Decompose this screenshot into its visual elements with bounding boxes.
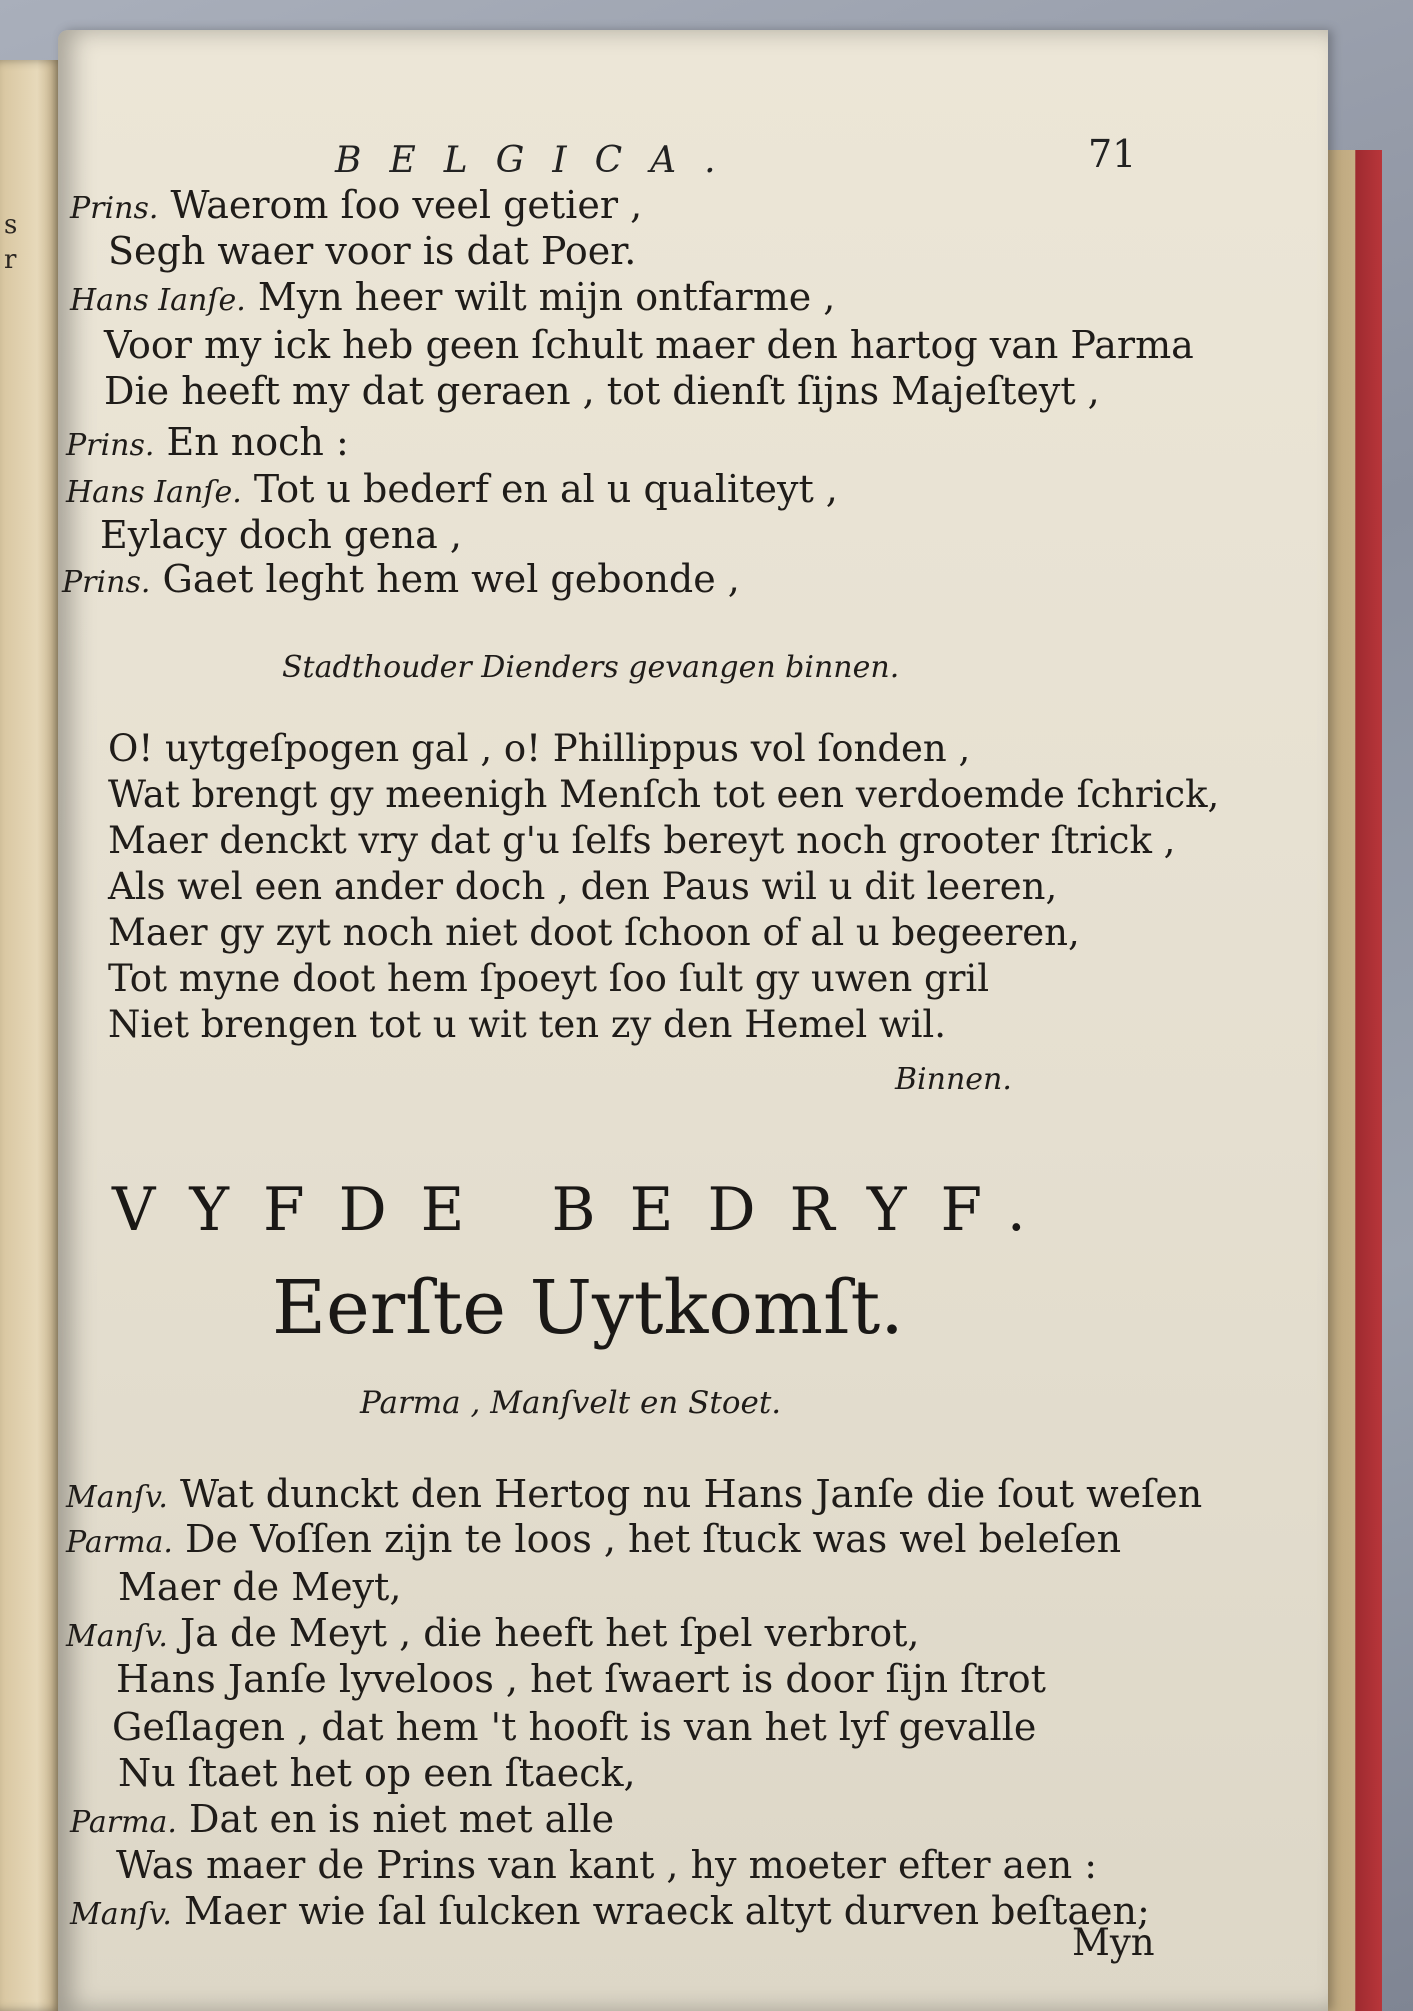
line-text: Voor my ick heb geen ſchult maer den hartog van Parma <box>104 323 1194 367</box>
line-text: Ja de Meyt , die heeft het ſpel verbrot, <box>180 1611 920 1655</box>
speaker-label: Hans Ianſe. <box>70 283 246 318</box>
speaker-label: Hans Ianſe. <box>66 475 242 510</box>
dialogue-line <box>108 229 637 273</box>
dialogue-line <box>66 1517 1122 1561</box>
line-text: Waerom ſoo veel getier , <box>170 183 643 227</box>
line-text: Gaet leght hem wel gebonde , <box>162 557 740 601</box>
dialogue-line <box>116 1657 1046 1701</box>
line-text: En noch : <box>166 420 349 464</box>
speaker-label: Prins. <box>70 191 159 226</box>
facing-page-edge <box>0 60 62 2011</box>
speaker-label: Prins. <box>66 428 155 463</box>
line-text: Was maer de Prins van kant , hy moeter efter aen : <box>116 1843 1098 1887</box>
dialogue-line <box>104 323 1194 367</box>
speech-line: Niet brengen tot u wit ten zy den Hemel wil. <box>108 1003 947 1046</box>
act-title: VYFDE BEDRYF. <box>112 1175 1060 1245</box>
scene-title: Eerſte Uytkomſt. <box>272 1265 904 1351</box>
catchword: Myn <box>1072 1921 1155 1964</box>
speech-line: Wat brengt gy meenigh Menſch tot een verdoemde ſchrick, <box>108 773 1220 816</box>
line-text: Hans Janſe lyveloos , het ſwaert is door ſijn ſtrot <box>116 1657 1046 1701</box>
speaker-label: Manſv. <box>66 1480 168 1515</box>
line-text: Wat dunckt den Hertog nu Hans Janſe die ſout weſen <box>180 1472 1203 1516</box>
speech-line: Tot myne doot hem ſpoeyt ſoo ſult gy uwen gril <box>108 957 990 1000</box>
line-text: Geſlagen , dat hem 't hooft is van het lyf gevalle <box>112 1705 1037 1749</box>
speaker-label: Parma. <box>70 1805 177 1840</box>
line-text: Eylacy doch gena , <box>100 513 462 557</box>
line-text: Nu ſtaet het op een ſtaeck, <box>118 1751 636 1795</box>
speech-line: O! uytgeſpogen gal , o! Phillippus vol ſonden , <box>108 727 971 770</box>
dialogue-line <box>66 1611 920 1655</box>
dialogue-line <box>100 513 462 557</box>
line-text: Maer wie ſal ſulcken wraeck altyt durven beſtaen; <box>184 1889 1150 1933</box>
speech-line: Maer denckt vry dat g'u ſelfs bereyt noch grooter ſtrick , <box>108 819 1176 862</box>
speaker-label: Manſv. <box>70 1897 172 1932</box>
dialogue-line <box>116 1843 1098 1887</box>
page-number: 71 <box>1088 132 1137 176</box>
dialogue-line <box>66 1472 1203 1516</box>
line-text: Segh waer voor is dat Poer. <box>108 229 637 273</box>
speaker-label: Parma. <box>66 1525 173 1560</box>
line-text: Myn heer wilt mijn ontfarme , <box>257 275 836 319</box>
dialogue-line <box>112 1705 1037 1749</box>
dialogue-line <box>104 369 1100 413</box>
speech-line: Maer gy zyt noch niet doot ſchoon of al u begeeren, <box>108 911 1080 954</box>
speaker-label: Manſv. <box>66 1619 168 1654</box>
line-text: De Voſſen zijn te loos , het ſtuck was wel beleſen <box>185 1517 1122 1561</box>
speaker-label: Prins. <box>62 565 151 600</box>
cast-list: Parma , Manſvelt en Stoet. <box>360 1385 782 1421</box>
stage-direction: Stadthouder Dienders gevangen binnen. <box>282 650 900 685</box>
book-cover-edge <box>1322 150 1382 2011</box>
running-title: BELGICA. <box>335 140 744 181</box>
dialogue-line <box>70 183 643 227</box>
dialogue-line <box>62 557 740 601</box>
dialogue-line <box>66 467 838 511</box>
facing-page-fragment: s <box>4 210 18 240</box>
dialogue-line <box>70 1889 1150 1933</box>
dialogue-line <box>118 1751 636 1795</box>
speech-line: Als wel een ander doch , den Paus wil u dit leeren, <box>108 865 1058 908</box>
dialogue-line <box>66 420 349 464</box>
dialogue-line <box>70 275 836 319</box>
facing-page-fragment: r <box>4 245 17 275</box>
line-text: Tot u bederf en al u qualiteyt , <box>253 467 838 511</box>
exit-direction: Binnen. <box>895 1062 1012 1097</box>
dialogue-line <box>118 1565 402 1609</box>
line-text: Die heeft my dat geraen , tot dienſt ſijns Majeſteyt , <box>104 369 1100 413</box>
line-text: Maer de Meyt, <box>118 1565 402 1609</box>
line-text: Dat en is niet met alle <box>189 1797 615 1841</box>
dialogue-line <box>70 1797 615 1841</box>
